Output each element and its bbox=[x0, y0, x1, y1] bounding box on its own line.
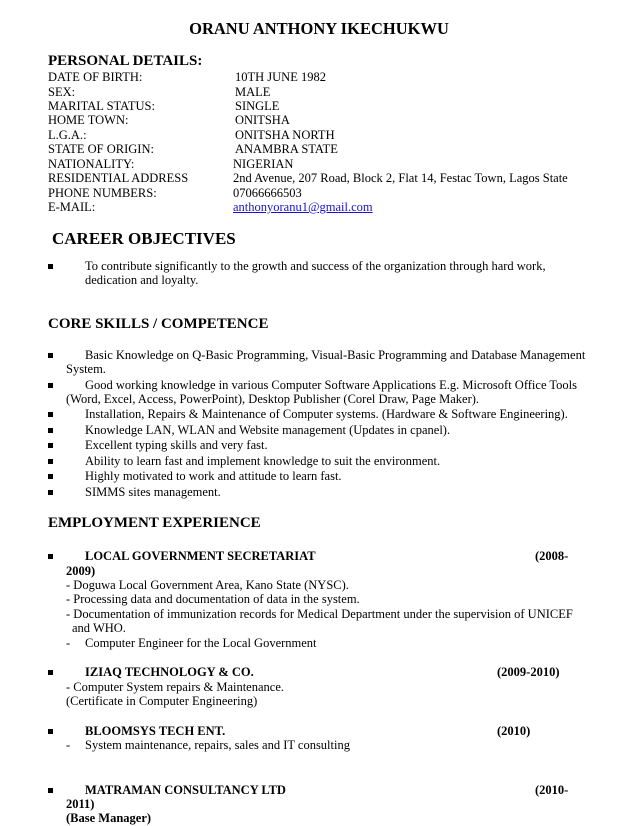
job-detail: - Processing data and documentation of data in the system. bbox=[66, 592, 360, 606]
bullet-icon bbox=[48, 788, 53, 793]
skill-item: Knowledge LAN, WLAN and Website management (Updates in cpanel). bbox=[85, 423, 451, 437]
bullet-icon bbox=[48, 670, 53, 675]
job-detail: System maintenance, repairs, sales and IT consulting bbox=[85, 738, 350, 752]
job-period: (2008- bbox=[535, 549, 569, 563]
home-town-label: HOME TOWN: bbox=[48, 113, 129, 127]
lga-label: L.G.A.: bbox=[48, 128, 87, 142]
home-town-value: ONITSHA bbox=[235, 113, 290, 127]
marital-status-value: SINGLE bbox=[235, 99, 280, 113]
phone-label: PHONE NUMBERS: bbox=[48, 186, 157, 200]
career-objective-line: To contribute significantly to the growth and success of the organization through hard work, bbox=[85, 259, 546, 273]
dob-value: 10TH JUNE 1982 bbox=[235, 70, 326, 84]
bullet-icon bbox=[48, 443, 53, 448]
bullet-icon bbox=[48, 264, 53, 269]
job-period-continuation: 2011) bbox=[66, 797, 95, 811]
address-label: RESIDENTIAL ADDRESS bbox=[48, 171, 189, 185]
skill-item: Excellent typing skills and very fast. bbox=[85, 438, 268, 452]
job-detail: Computer Engineer for the Local Government bbox=[85, 636, 317, 650]
email-label: E-MAIL: bbox=[48, 200, 96, 214]
personal-details-heading: PERSONAL DETAILS: bbox=[48, 53, 203, 69]
skill-item: Installation, Repairs & Maintenance of Computer systems. (Hardware & Software Engineering). bbox=[85, 407, 568, 421]
bullet-icon bbox=[48, 554, 53, 559]
lga-value: ONITSHA NORTH bbox=[235, 128, 335, 142]
career-objective-line: dedication and loyalty. bbox=[85, 273, 199, 287]
sex-label: SEX: bbox=[48, 85, 76, 99]
job-detail: - Doguwa Local Government Area, Kano State (NYSC). bbox=[66, 578, 349, 592]
bullet-icon bbox=[48, 412, 53, 417]
bullet-icon bbox=[48, 353, 53, 358]
nationality-value: NIGERIAN bbox=[233, 157, 294, 171]
phone-value: 07066666503 bbox=[233, 186, 302, 200]
skill-item: Good working knowledge in various Computer Software Applications E.g. Microsoft Office Tools bbox=[85, 378, 577, 392]
dash-marker: - bbox=[66, 636, 71, 650]
address-value: 2nd Avenue, 207 Road, Block 2, Flat 14, Festac Town, Lagos State bbox=[233, 171, 568, 185]
nationality-label: NATIONALITY: bbox=[48, 157, 135, 171]
job-title: MATRAMAN CONSULTANCY LTD bbox=[85, 783, 286, 797]
skill-item: Ability to learn fast and implement knowledge to suit the environment. bbox=[85, 454, 441, 468]
marital-status-label: MARITAL STATUS: bbox=[48, 99, 155, 113]
bullet-icon bbox=[48, 474, 53, 479]
job-period: (2009-2010) bbox=[497, 665, 560, 679]
job-detail: (Certificate in Computer Engineering) bbox=[66, 694, 258, 708]
job-title: LOCAL GOVERNMENT SECRETARIAT bbox=[85, 549, 316, 563]
email-link[interactable]: anthonyoranu1@gmail.com bbox=[233, 200, 373, 214]
skill-item-continuation: (Word, Excel, Access, PowerPoint), Desktop Publisher (Corel Draw, Page Maker). bbox=[66, 392, 480, 406]
state-of-origin-label: STATE OF ORIGIN: bbox=[48, 142, 154, 156]
job-period: (2010) bbox=[497, 724, 531, 738]
job-detail-continuation: and WHO. bbox=[72, 621, 126, 635]
job-period: (2010- bbox=[535, 783, 569, 797]
skill-item-continuation: System. bbox=[66, 362, 106, 376]
bullet-icon bbox=[48, 428, 53, 433]
career-objectives-heading: CAREER OBJECTIVES bbox=[52, 229, 236, 248]
job-detail: (Base Manager) bbox=[66, 811, 152, 825]
job-title: BLOOMSYS TECH ENT. bbox=[85, 724, 226, 738]
skill-item: Highly motivated to work and attitude to learn fast. bbox=[85, 469, 342, 483]
core-skills-heading: CORE SKILLS / COMPETENCE bbox=[48, 316, 269, 332]
job-title: IZIAQ TECHNOLOGY & CO. bbox=[85, 665, 254, 679]
dash-marker: - bbox=[66, 738, 71, 752]
bullet-icon bbox=[48, 490, 53, 495]
job-detail: - Documentation of immunization records for Medical Department under the supervision of UNICEF bbox=[66, 607, 573, 621]
bullet-icon bbox=[48, 383, 53, 388]
skill-item: SIMMS sites management. bbox=[85, 485, 221, 499]
employment-heading: EMPLOYMENT EXPERIENCE bbox=[48, 515, 261, 531]
resume-name: ORANU ANTHONY IKECHUKWU bbox=[189, 19, 449, 38]
sex-value: MALE bbox=[235, 85, 271, 99]
skill-item: Basic Knowledge on Q-Basic Programming, Visual-Basic Programming and Database Management bbox=[85, 348, 586, 362]
bullet-icon bbox=[48, 459, 53, 464]
bullet-icon bbox=[48, 729, 53, 734]
job-period-continuation: 2009) bbox=[66, 564, 96, 578]
state-of-origin-value: ANAMBRA STATE bbox=[235, 142, 338, 156]
job-detail: - Computer System repairs & Maintenance. bbox=[66, 680, 284, 694]
dob-label: DATE OF BIRTH: bbox=[48, 70, 143, 84]
